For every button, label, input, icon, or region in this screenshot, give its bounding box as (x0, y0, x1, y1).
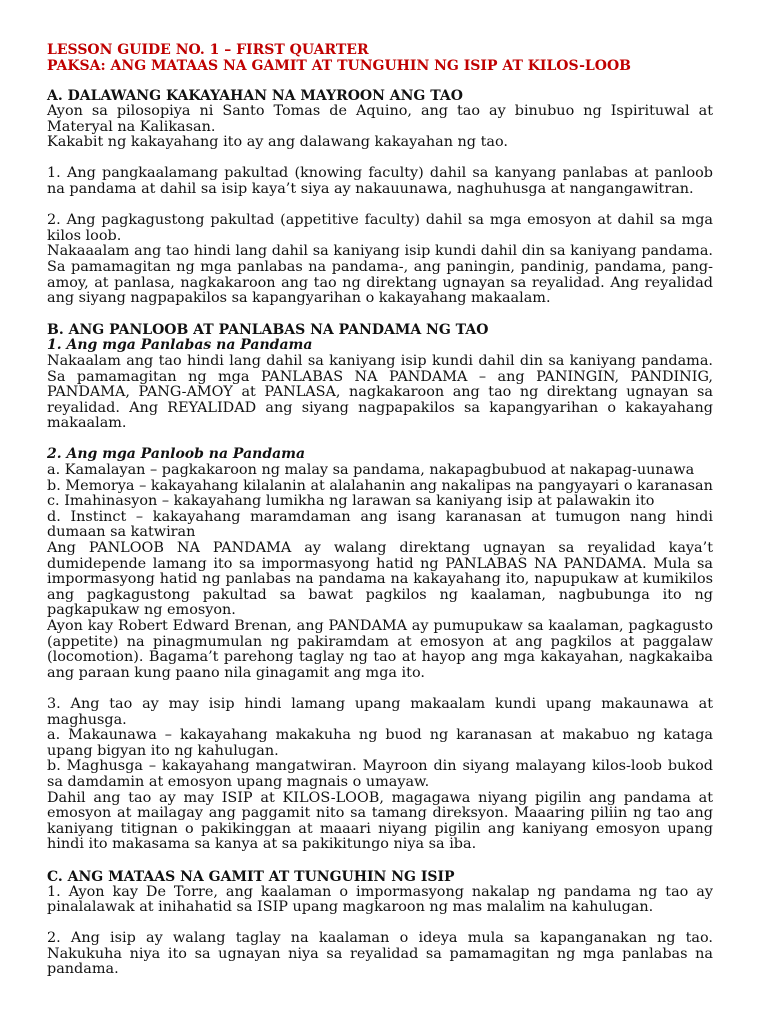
section-a-paragraph-1: Ayon sa pilosopiya ni Santo Tomas de Aquino, ang tao ay binubuo ng Ispirituwal at Materyal na Kalikasan. (47, 103, 713, 135)
section-b-paragraph-4: 3. Ang tao ay may isip hindi lamang upang makaalam kundi upang makaunawa at maghusga. (47, 695, 713, 728)
list-item-memorya: b. Memorya – kakayahang kilalanin at alalahanin ang nakalipas na pangyayari o karanasan (47, 477, 713, 494)
section-c-paragraph-1: 1. Ayon kay De Torre, ang kaalaman o impormasyong nakalap ng pandama ng tao ay pinalalawak at inihahatid sa ISIP upang magkaroon ng mas malalim na kahulugan. (47, 883, 713, 916)
list-item-maghusga: b. Maghusga – kakayahang mangatwiran. Mayroon din siyang malayang kilos-loob bukod sa damdamin at emosyon upang magnais o umayaw. (47, 758, 713, 790)
section-b-paragraph-1: Nakaalam ang tao hindi lang dahil sa kaniyang isip kundi dahil din sa kaniyang pandama. Sa pamamagitan ng mga PANLABAS NA PANDAMA – ang PANINGIN, PANDINIG, PANDAMA, PANG-AMOY at PANLASA, nagkakaroon ang tao ng direktang ugnayan sa reyalidad. Ang REYALIDAD ang siyang nagpapakilos sa kapangyarihan o kakayahang makaalam. (47, 352, 713, 432)
section-b-paragraph-2: Ang PANLOOB NA PANDAMA ay walang direktang ugnayan sa reyalidad kaya’t dumidepende lamang ito sa impormasyong hatid ng PANLABAS NA PANDAMA. Mula sa impormasyong hatid ng panlabas na pandama na kakayahang ito, napupukaw at kumikilos ang pagkagustong pakultad sa bawat pagkilos ng kaalaman, nagbubunga ito ng pagkapukaw ng emosyon. (47, 540, 713, 619)
list-item-instinct: d. Instinct – kakayahang maramdaman ang isang karanasan at tumugon nang hindi dumaan sa katwiran (47, 508, 713, 541)
section-a-paragraph-5: Nakaaalam ang tao hindi lang dahil sa kaniyang isip kundi dahil din sa kaniyang pandama. Sa pamamagitan ng mga panlabas na pandama-, ang paningin, pandinig, pandama, pang-amoy, at panlasa, nagkakaroon ang tao ng direktang ugnayan sa reyalidad. Ang reyalidad ang siyang nagpapakilos sa kapangyarihan o kakayahang makaalam. (47, 243, 713, 307)
list-item-imahinasyon: c. Imahinasyon – kakayahang lumikha ng larawan sa kaniyang isip at palawakin ito (47, 493, 655, 510)
lesson-guide-title: LESSON GUIDE NO. 1 – FIRST QUARTER (47, 42, 369, 58)
section-a-heading: A. DALAWANG KAKAYAHAN NA MAYROON ANG TAO (47, 88, 463, 104)
section-c-paragraph-2: 2. Ang isip ay walang taglay na kaalaman o ideya mula sa kapanganakan ng tao. Nakukuha niya ito sa ugnayan niya sa reyalidad sa pamamagitan ng mga panlabas na pandama. (47, 930, 713, 978)
list-item-makaunawa: a. Makaunawa – kakayahang makakuha ng buod ng karanasan at makabuo ng kataga upang bigyan ito ng kahulugan. (47, 727, 713, 759)
section-b-subheading-2: 2. Ang mga Panloob na Pandama (47, 446, 306, 463)
section-a-paragraph-4: 2. Ang pagkagustong pakultad (appetitive faculty) dahil sa mga emosyon at dahil sa mga kilos loob. (47, 212, 713, 244)
section-b-subheading-1: 1. Ang mga Panlabas na Pandama (47, 337, 313, 354)
section-b-paragraph-5: Dahil ang tao ay may ISIP at KILOS-LOOB, magagawa niyang pigilin ang pandama at emosyon at mailagay ang paggamit nito sa tamang direksyon. Maaaring piliin ng tao ang kaniyang titignan o pakikinggan at maaari niyang pigilin ang kaniyang emosyon upang hindi ito makasama sa kanya at sa pakikitungo niya sa iba. (47, 789, 713, 853)
list-item-kamalayan: a. Kamalayan – pagkakaroon ng malay sa pandama, nakapagbubuod at nakapag-uunawa (47, 462, 695, 479)
section-a-paragraph-2: Kakabit ng kakayahang ito ay ang dalawang kakayahan ng tao. (47, 134, 508, 151)
section-b-heading: B. ANG PANLOOB AT PANLABAS NA PANDAMA NG TAO (47, 322, 489, 339)
lesson-topic-title: PAKSA: ANG MATAAS NA GAMIT AT TUNGUHIN NG ISIP AT KILOS-LOOB (47, 58, 631, 74)
section-b-paragraph-3: Ayon kay Robert Edward Brenan, ang PANDAMA ay pumupukaw sa kaalaman, pagkagusto (appetite) na pinagmumulan ng pakiramdam at emosyon at ang pagkilos at paggalaw (locomotion). Bagama’t parehong taglay ng tao at hayop ang mga kakayahan, nagkakaiba ang paraan kung paano nila ginagamit ang mga ito. (47, 618, 713, 681)
section-a-paragraph-3: 1. Ang pangkaalamang pakultad (knowing faculty) dahil sa kanyang panlabas at panloob na pandama at dahil sa isip kaya’t siya ay nakauunawa, naghuhusga at nangangawitran. (47, 165, 713, 197)
section-c-heading: C. ANG MATAAS NA GAMIT AT TUNGUHIN NG ISIP (47, 868, 455, 885)
